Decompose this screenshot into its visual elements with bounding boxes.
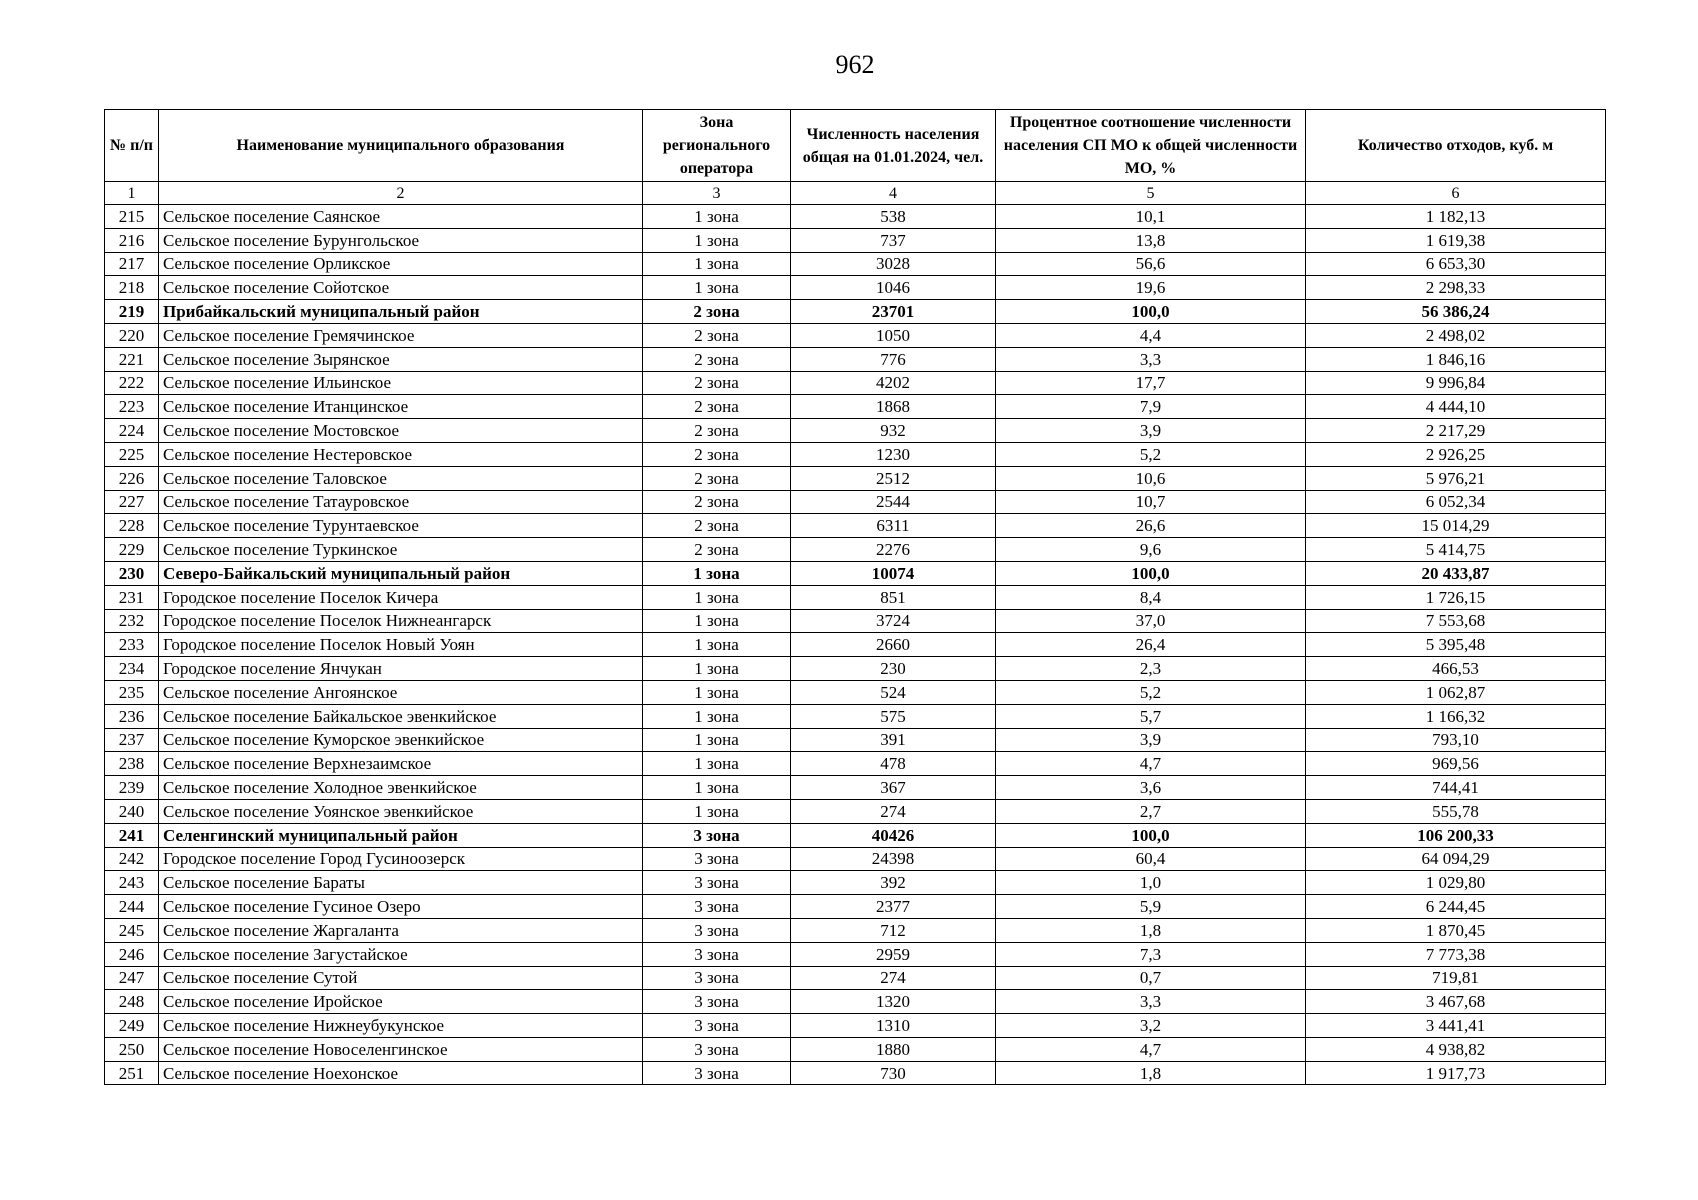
population-percent: 9,6	[996, 538, 1306, 562]
row-number: 224	[105, 419, 159, 443]
population: 2377	[791, 895, 996, 919]
municipality-name: Сельское поселение Уоянское эвенкийское	[159, 799, 643, 823]
waste-volume: 555,78	[1306, 799, 1606, 823]
row-number: 239	[105, 776, 159, 800]
row-number: 216	[105, 228, 159, 252]
row-number: 219	[105, 300, 159, 324]
table-row	[105, 966, 1606, 990]
operator-zone: 3 зона	[643, 847, 791, 871]
data-table	[104, 109, 1606, 1085]
operator-zone: 3 зона	[643, 1014, 791, 1038]
operator-zone: 3 зона	[643, 823, 791, 847]
district-total-row	[105, 561, 1606, 585]
table-row	[105, 895, 1606, 919]
population: 776	[791, 347, 996, 371]
waste-volume: 20 433,87	[1306, 561, 1606, 585]
municipality-name: Сельское поселение Гусиное Озеро	[159, 895, 643, 919]
population: 712	[791, 918, 996, 942]
row-number: 246	[105, 942, 159, 966]
population: 274	[791, 966, 996, 990]
row-number: 251	[105, 1061, 159, 1085]
row-number: 234	[105, 657, 159, 681]
operator-zone: 1 зона	[643, 728, 791, 752]
population-percent: 0,7	[996, 966, 1306, 990]
municipality-name: Сельское поселение Сойотское	[159, 276, 643, 300]
header-num: № п/п	[105, 110, 159, 182]
waste-volume: 2 298,33	[1306, 276, 1606, 300]
population: 10074	[791, 561, 996, 585]
table-row	[105, 490, 1606, 514]
header-percent: Процентное соотношение численности населения СП МО к общей численности МО, %	[996, 110, 1306, 182]
municipality-name: Селенгинский муниципальный район	[159, 823, 643, 847]
table-row	[105, 1061, 1606, 1085]
operator-zone: 2 зона	[643, 490, 791, 514]
population-percent: 13,8	[996, 228, 1306, 252]
row-number: 244	[105, 895, 159, 919]
column-number: 2	[159, 182, 643, 205]
municipality-name: Городское поселение Поселок Нижнеангарск	[159, 609, 643, 633]
population-percent: 10,7	[996, 490, 1306, 514]
municipality-name: Сельское поселение Гремячинское	[159, 323, 643, 347]
population-percent: 100,0	[996, 823, 1306, 847]
municipality-name: Сельское поселение Таловское	[159, 466, 643, 490]
table-row	[105, 466, 1606, 490]
row-number: 249	[105, 1014, 159, 1038]
row-number: 223	[105, 395, 159, 419]
operator-zone: 3 зона	[643, 1037, 791, 1061]
municipality-name: Сельское поселение Орликское	[159, 252, 643, 276]
municipality-name: Сельское поселение Сутой	[159, 966, 643, 990]
municipality-name: Сельское поселение Зырянское	[159, 347, 643, 371]
row-number: 242	[105, 847, 159, 871]
row-number: 229	[105, 538, 159, 562]
municipality-name: Сельское поселение Байкальское эвенкийское	[159, 704, 643, 728]
population-percent: 3,9	[996, 419, 1306, 443]
table-row	[105, 752, 1606, 776]
waste-volume: 9 996,84	[1306, 371, 1606, 395]
population-percent: 3,9	[996, 728, 1306, 752]
population-percent: 4,4	[996, 323, 1306, 347]
population: 3028	[791, 252, 996, 276]
population: 1230	[791, 442, 996, 466]
page-number: 962	[835, 50, 875, 79]
table-row	[105, 514, 1606, 538]
municipality-name: Северо-Байкальский муниципальный район	[159, 561, 643, 585]
waste-volume: 793,10	[1306, 728, 1606, 752]
waste-volume: 1 029,80	[1306, 871, 1606, 895]
municipality-name: Сельское поселение Ангоянское	[159, 680, 643, 704]
operator-zone: 3 зона	[643, 1061, 791, 1085]
waste-volume: 1 726,15	[1306, 585, 1606, 609]
operator-zone: 1 зона	[643, 799, 791, 823]
population: 1868	[791, 395, 996, 419]
table-row	[105, 847, 1606, 871]
operator-zone: 3 зона	[643, 871, 791, 895]
operator-zone: 1 зона	[643, 276, 791, 300]
operator-zone: 2 зона	[643, 419, 791, 443]
municipality-name: Сельское поселение Итанцинское	[159, 395, 643, 419]
table-row	[105, 228, 1606, 252]
waste-volume: 1 870,45	[1306, 918, 1606, 942]
population-percent: 1,0	[996, 871, 1306, 895]
population: 1310	[791, 1014, 996, 1038]
column-number: 4	[791, 182, 996, 205]
population: 3724	[791, 609, 996, 633]
operator-zone: 2 зона	[643, 395, 791, 419]
row-number: 226	[105, 466, 159, 490]
population: 538	[791, 205, 996, 229]
district-total-row	[105, 300, 1606, 324]
row-number: 221	[105, 347, 159, 371]
header-zone: Зона регионального оператора	[643, 110, 791, 182]
waste-volume: 2 926,25	[1306, 442, 1606, 466]
operator-zone: 1 зона	[643, 776, 791, 800]
waste-volume: 4 444,10	[1306, 395, 1606, 419]
population-percent: 5,2	[996, 680, 1306, 704]
header-row	[105, 110, 1606, 182]
waste-volume: 6 653,30	[1306, 252, 1606, 276]
population-percent: 1,8	[996, 918, 1306, 942]
column-number: 3	[643, 182, 791, 205]
operator-zone: 2 зона	[643, 300, 791, 324]
population: 392	[791, 871, 996, 895]
operator-zone: 3 зона	[643, 918, 791, 942]
waste-volume: 719,81	[1306, 966, 1606, 990]
operator-zone: 2 зона	[643, 514, 791, 538]
municipality-name: Сельское поселение Татауровское	[159, 490, 643, 514]
population-percent: 5,2	[996, 442, 1306, 466]
population: 24398	[791, 847, 996, 871]
population: 230	[791, 657, 996, 681]
operator-zone: 1 зона	[643, 609, 791, 633]
municipality-name: Сельское поселение Жаргаланта	[159, 918, 643, 942]
population: 1320	[791, 990, 996, 1014]
municipality-name: Сельское поселение Куморское эвенкийское	[159, 728, 643, 752]
table-row	[105, 680, 1606, 704]
waste-volume: 1 917,73	[1306, 1061, 1606, 1085]
row-number: 230	[105, 561, 159, 585]
district-total-row	[105, 823, 1606, 847]
waste-volume: 5 976,21	[1306, 466, 1606, 490]
population: 2276	[791, 538, 996, 562]
column-number-row	[105, 182, 1606, 205]
waste-volume: 1 619,38	[1306, 228, 1606, 252]
table-row	[105, 419, 1606, 443]
header-population: Численность населения общая на 01.01.2024, чел.	[791, 110, 996, 182]
population-percent: 17,7	[996, 371, 1306, 395]
population: 391	[791, 728, 996, 752]
population-percent: 5,9	[996, 895, 1306, 919]
row-number: 228	[105, 514, 159, 538]
population-percent: 2,3	[996, 657, 1306, 681]
population-percent: 37,0	[996, 609, 1306, 633]
population: 524	[791, 680, 996, 704]
population: 1050	[791, 323, 996, 347]
municipality-name: Прибайкальский муниципальный район	[159, 300, 643, 324]
waste-volume: 1 062,87	[1306, 680, 1606, 704]
row-number: 220	[105, 323, 159, 347]
population-percent: 100,0	[996, 561, 1306, 585]
municipality-name: Сельское поселение Ильинское	[159, 371, 643, 395]
row-number: 236	[105, 704, 159, 728]
operator-zone: 3 зона	[643, 966, 791, 990]
population-percent: 7,9	[996, 395, 1306, 419]
population-percent: 1,8	[996, 1061, 1306, 1085]
population-percent: 2,7	[996, 799, 1306, 823]
table-row	[105, 538, 1606, 562]
row-number: 245	[105, 918, 159, 942]
row-number: 238	[105, 752, 159, 776]
population-percent: 3,2	[996, 1014, 1306, 1038]
operator-zone: 1 зона	[643, 252, 791, 276]
population-percent: 26,4	[996, 633, 1306, 657]
population-percent: 60,4	[996, 847, 1306, 871]
column-number: 6	[1306, 182, 1606, 205]
table-row	[105, 704, 1606, 728]
table-row	[105, 1014, 1606, 1038]
waste-volume: 64 094,29	[1306, 847, 1606, 871]
waste-volume: 3 441,41	[1306, 1014, 1606, 1038]
municipality-name: Сельское поселение Бараты	[159, 871, 643, 895]
operator-zone: 1 зона	[643, 205, 791, 229]
operator-zone: 2 зона	[643, 466, 791, 490]
row-number: 237	[105, 728, 159, 752]
municipality-name: Сельское поселение Загустайское	[159, 942, 643, 966]
population: 367	[791, 776, 996, 800]
waste-volume: 969,56	[1306, 752, 1606, 776]
population: 2512	[791, 466, 996, 490]
population-percent: 10,1	[996, 205, 1306, 229]
operator-zone: 1 зона	[643, 633, 791, 657]
municipality-name: Сельское поселение Бурунгольское	[159, 228, 643, 252]
population-percent: 4,7	[996, 1037, 1306, 1061]
population: 737	[791, 228, 996, 252]
table-row	[105, 776, 1606, 800]
row-number: 231	[105, 585, 159, 609]
operator-zone: 2 зона	[643, 442, 791, 466]
row-number: 215	[105, 205, 159, 229]
population-percent: 7,3	[996, 942, 1306, 966]
waste-volume: 2 498,02	[1306, 323, 1606, 347]
table-row	[105, 799, 1606, 823]
waste-volume: 6 052,34	[1306, 490, 1606, 514]
row-number: 235	[105, 680, 159, 704]
population: 2959	[791, 942, 996, 966]
population-percent: 3,6	[996, 776, 1306, 800]
population: 1046	[791, 276, 996, 300]
row-number: 248	[105, 990, 159, 1014]
municipality-name: Сельское поселение Новоселенгинское	[159, 1037, 643, 1061]
table-row	[105, 371, 1606, 395]
municipality-name: Сельское поселение Иройское	[159, 990, 643, 1014]
table-row	[105, 395, 1606, 419]
municipality-name: Сельское поселение Мостовское	[159, 419, 643, 443]
population-percent: 5,7	[996, 704, 1306, 728]
operator-zone: 2 зона	[643, 323, 791, 347]
population: 932	[791, 419, 996, 443]
municipality-name: Сельское поселение Холодное эвенкийское	[159, 776, 643, 800]
population: 6311	[791, 514, 996, 538]
column-number: 5	[996, 182, 1306, 205]
row-number: 217	[105, 252, 159, 276]
municipality-name: Сельское поселение Нижнеубукунское	[159, 1014, 643, 1038]
municipality-name: Городское поселение Янчукан	[159, 657, 643, 681]
row-number: 240	[105, 799, 159, 823]
municipality-name: Сельское поселение Ноехонское	[159, 1061, 643, 1085]
table-row	[105, 323, 1606, 347]
waste-volume: 2 217,29	[1306, 419, 1606, 443]
operator-zone: 1 зона	[643, 752, 791, 776]
municipality-name: Сельское поселение Турунтаевское	[159, 514, 643, 538]
operator-zone: 2 зона	[643, 347, 791, 371]
row-number: 225	[105, 442, 159, 466]
table-row	[105, 942, 1606, 966]
population-percent: 19,6	[996, 276, 1306, 300]
row-number: 222	[105, 371, 159, 395]
header-name: Наименование муниципального образования	[159, 110, 643, 182]
population-percent: 3,3	[996, 347, 1306, 371]
row-number: 218	[105, 276, 159, 300]
population-percent: 10,6	[996, 466, 1306, 490]
header-waste: Количество отходов, куб. м	[1306, 110, 1606, 182]
operator-zone: 3 зона	[643, 990, 791, 1014]
table-row	[105, 585, 1606, 609]
waste-volume: 744,41	[1306, 776, 1606, 800]
municipality-name: Сельское поселение Туркинское	[159, 538, 643, 562]
table-row	[105, 609, 1606, 633]
waste-volume: 6 244,45	[1306, 895, 1606, 919]
row-number: 250	[105, 1037, 159, 1061]
table-row	[105, 442, 1606, 466]
waste-volume: 56 386,24	[1306, 300, 1606, 324]
population: 40426	[791, 823, 996, 847]
operator-zone: 2 зона	[643, 371, 791, 395]
population: 4202	[791, 371, 996, 395]
population-percent: 8,4	[996, 585, 1306, 609]
population: 2544	[791, 490, 996, 514]
population-percent: 100,0	[996, 300, 1306, 324]
waste-volume: 15 014,29	[1306, 514, 1606, 538]
population-percent: 26,6	[996, 514, 1306, 538]
population-percent: 4,7	[996, 752, 1306, 776]
table-row	[105, 990, 1606, 1014]
table-row	[105, 1037, 1606, 1061]
table-row	[105, 871, 1606, 895]
operator-zone: 1 зона	[643, 704, 791, 728]
waste-volume: 466,53	[1306, 657, 1606, 681]
row-number: 232	[105, 609, 159, 633]
operator-zone: 1 зона	[643, 657, 791, 681]
operator-zone: 2 зона	[643, 538, 791, 562]
operator-zone: 1 зона	[643, 585, 791, 609]
waste-volume: 7 553,68	[1306, 609, 1606, 633]
row-number: 243	[105, 871, 159, 895]
table-row	[105, 918, 1606, 942]
population: 23701	[791, 300, 996, 324]
waste-volume: 3 467,68	[1306, 990, 1606, 1014]
table-row	[105, 276, 1606, 300]
population: 2660	[791, 633, 996, 657]
waste-volume: 106 200,33	[1306, 823, 1606, 847]
operator-zone: 3 зона	[643, 942, 791, 966]
population: 851	[791, 585, 996, 609]
row-number: 247	[105, 966, 159, 990]
row-number: 233	[105, 633, 159, 657]
table-row	[105, 205, 1606, 229]
population-percent: 3,3	[996, 990, 1306, 1014]
waste-volume: 5 414,75	[1306, 538, 1606, 562]
row-number: 241	[105, 823, 159, 847]
municipality-name: Городское поселение Поселок Новый Уоян	[159, 633, 643, 657]
population-percent: 56,6	[996, 252, 1306, 276]
table-row	[105, 252, 1606, 276]
population: 478	[791, 752, 996, 776]
table-row	[105, 728, 1606, 752]
municipality-name: Сельское поселение Нестеровское	[159, 442, 643, 466]
operator-zone: 3 зона	[643, 895, 791, 919]
waste-volume: 7 773,38	[1306, 942, 1606, 966]
operator-zone: 1 зона	[643, 228, 791, 252]
operator-zone: 1 зона	[643, 680, 791, 704]
waste-volume: 4 938,82	[1306, 1037, 1606, 1061]
waste-volume: 5 395,48	[1306, 633, 1606, 657]
table-row	[105, 657, 1606, 681]
row-number: 227	[105, 490, 159, 514]
municipality-name: Городское поселение Поселок Кичера	[159, 585, 643, 609]
waste-volume: 1 182,13	[1306, 205, 1606, 229]
operator-zone: 1 зона	[643, 561, 791, 585]
municipality-name: Сельское поселение Саянское	[159, 205, 643, 229]
column-number: 1	[105, 182, 159, 205]
waste-volume: 1 846,16	[1306, 347, 1606, 371]
population: 575	[791, 704, 996, 728]
table-row	[105, 633, 1606, 657]
municipality-name: Сельское поселение Верхнезаимское	[159, 752, 643, 776]
waste-volume: 1 166,32	[1306, 704, 1606, 728]
population: 274	[791, 799, 996, 823]
population: 730	[791, 1061, 996, 1085]
municipality-name: Городское поселение Город Гусиноозерск	[159, 847, 643, 871]
table-row	[105, 347, 1606, 371]
population: 1880	[791, 1037, 996, 1061]
